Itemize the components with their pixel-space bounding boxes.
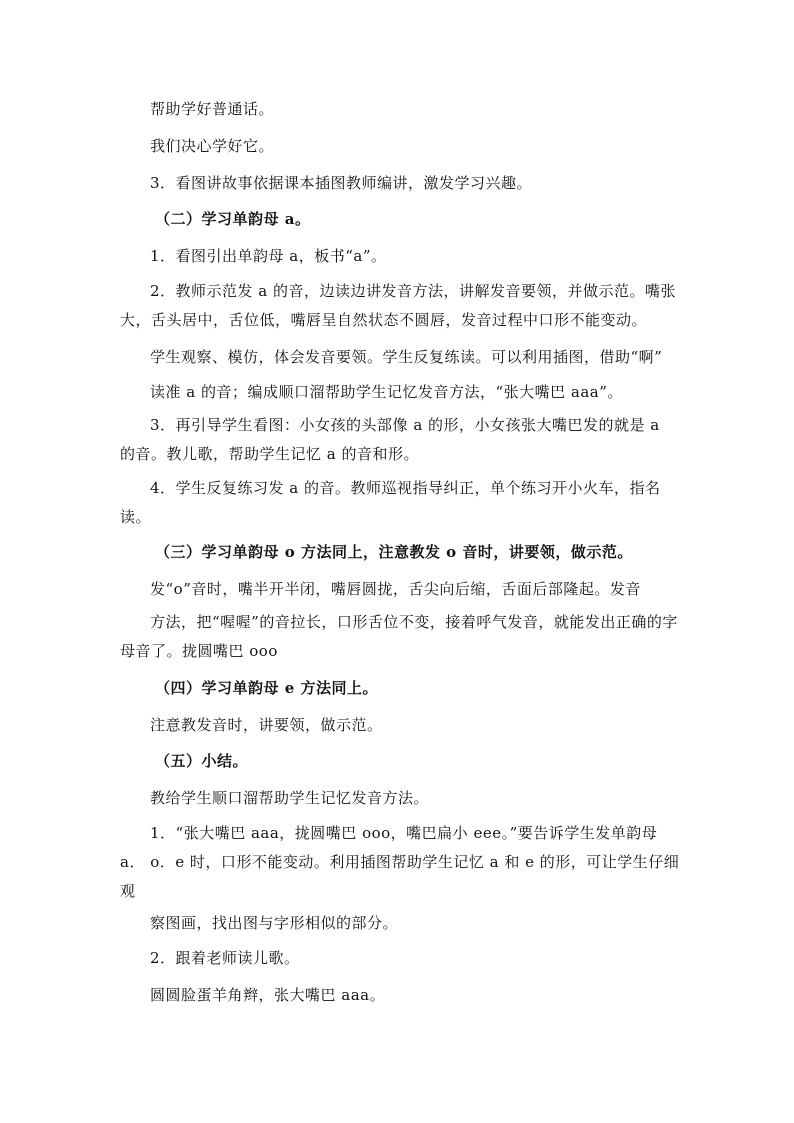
paragraph: 帮助学好普通话。 bbox=[150, 100, 275, 118]
paragraph: 读准 a 的音；编成顺口溜帮助学生记忆发音方法，“张大嘴巴 aaa”。 bbox=[150, 383, 623, 401]
paragraph: 我们决心学好它。 bbox=[150, 137, 275, 155]
paragraph: 2．教师示范发 a 的音，边读边讲发音方法，讲解发音要领，并做示范。嘴张大，舌头居中，舌位低，嘴唇呈自然状态不圆唇，发音过程中口形不能变动。 bbox=[120, 282, 677, 329]
paragraph: 发“o”音时，嘴半开半闭，嘴唇圆拢，舌尖向后缩，舌面后部隆起。发音 bbox=[150, 580, 641, 598]
paragraph: 4．学生反复练习发 a 的音。教师巡视指导纠正，单个练习开小火车，指名读。 bbox=[120, 479, 661, 526]
paragraph: 1．“张大嘴巴 aaa，拢圆嘴巴 ooo，嘴巴扁小 eee。”要告诉学生发单韵母 a． o．e 时，口形不能变动。利用插图帮助学生记忆 a 和 e 的形，可让学生仔细观 bbox=[120, 824, 680, 900]
section-heading: （二）学习单韵母 a。 bbox=[155, 210, 311, 228]
paragraph: 3．看图讲故事依据课本插图教师编讲，激发学习兴趣。 bbox=[150, 174, 533, 192]
paragraph: 3．再引导学生看图：小女孩的头部像 a 的形，小女孩张大嘴巴发的就是 a 的音。教儿歌，帮助学生记忆 a 的音和形。 bbox=[120, 416, 660, 463]
section-heading: （四）学习单韵母 e 方法同上。 bbox=[155, 679, 378, 697]
paragraph: 圆圆脸蛋羊角辫，张大嘴巴 aaa。 bbox=[150, 986, 386, 1004]
section-heading: （五）小结。 bbox=[155, 752, 249, 770]
paragraph: 注意教发音时，讲要领，做示范。 bbox=[150, 716, 383, 734]
paragraph: 教给学生顺口溜帮助学生记忆发音方法。 bbox=[150, 789, 430, 807]
section-heading: （三）学习单韵母 o 方法同上，注意教发 o 音时，讲要领，做示范。 bbox=[155, 543, 633, 561]
paragraph: 方法，把“喔喔”的音拉长，口形舌位不变，接着呼气发音，就能发出正确的字母音了。拢圆嘴巴 ooo bbox=[120, 613, 678, 660]
paragraph: 1．看图引出单韵母 a，板书“a”。 bbox=[150, 247, 387, 265]
paragraph: 察图画，找出图与字形相似的部分。 bbox=[150, 914, 399, 932]
paragraph: 2．跟着老师读儿歌。 bbox=[150, 949, 300, 967]
paragraph: 学生观察、模仿，体会发音要领。学生反复练读。可以利用插图，借助“啊” bbox=[150, 348, 663, 366]
